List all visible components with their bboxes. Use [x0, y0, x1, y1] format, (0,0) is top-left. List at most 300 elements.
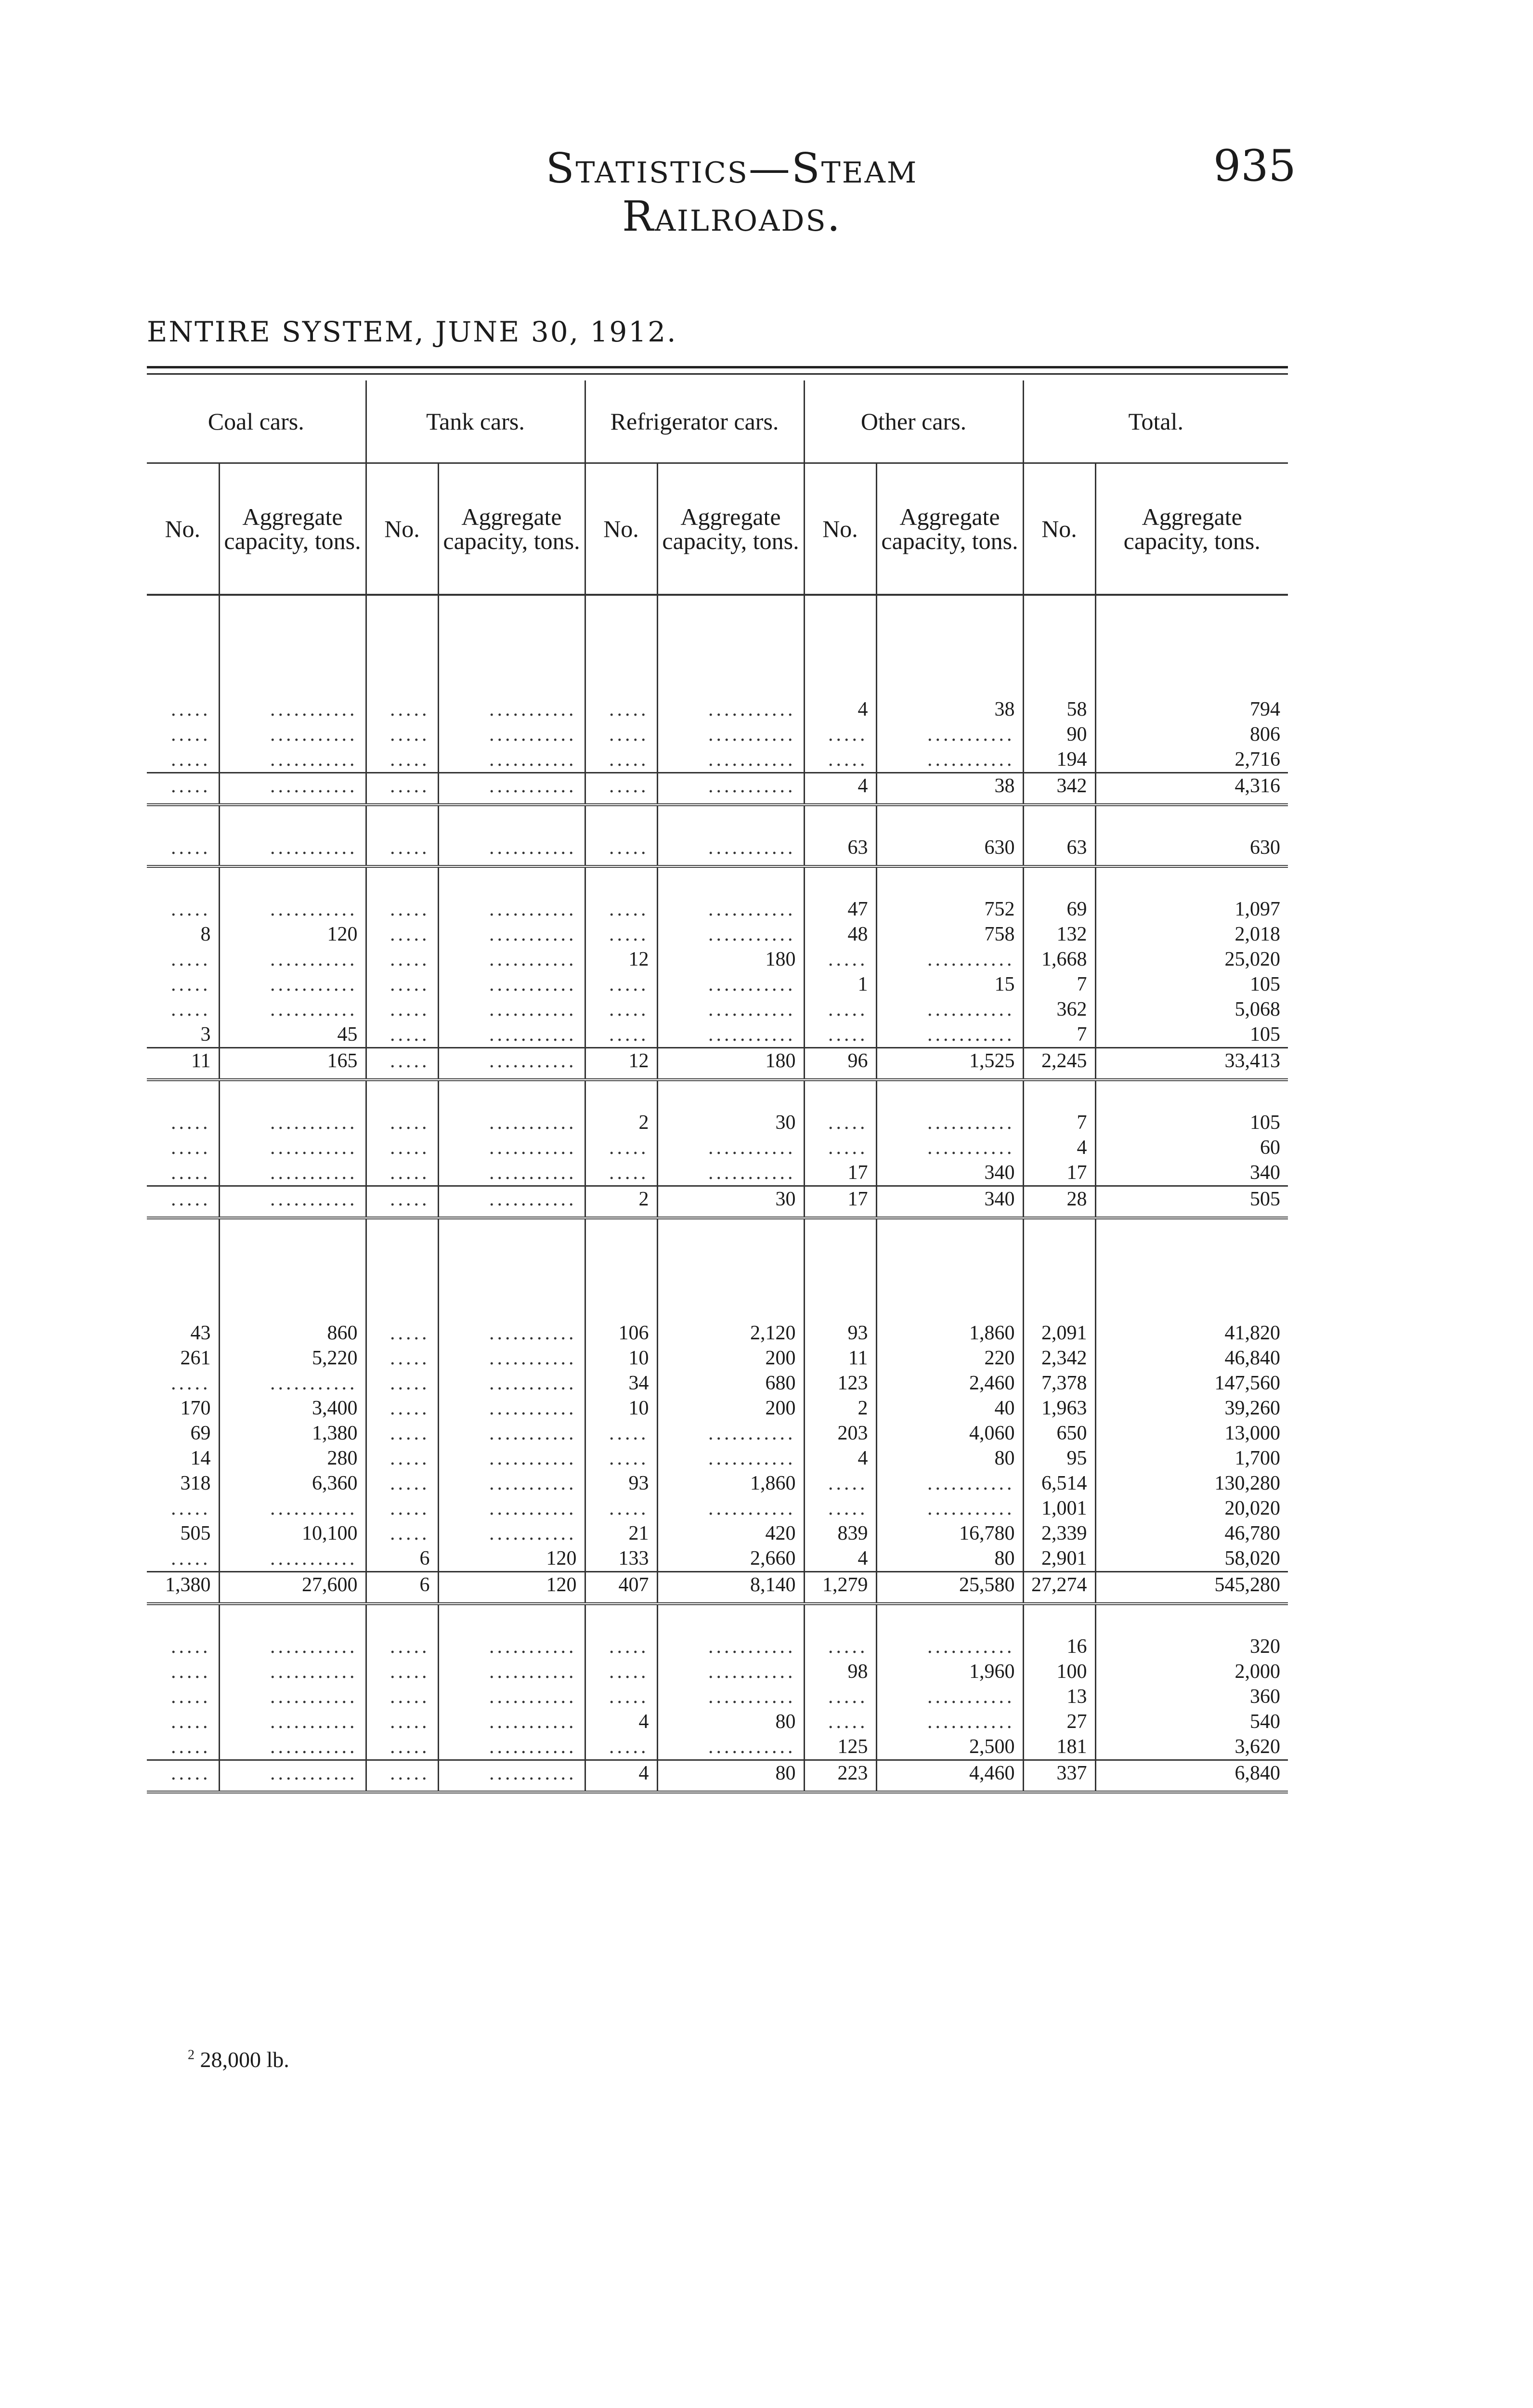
cell-total-capacity: 5,068	[1234, 998, 1280, 1021]
cell-refrigerator-no: .....	[585, 1684, 657, 1709]
cell-total-no: 17	[1023, 1160, 1095, 1186]
cell-tank-no: .....	[366, 922, 438, 947]
table-row	[147, 1346, 1288, 1371]
cell-other-no: .....	[804, 1135, 876, 1160]
cell-tank-capacity: ...........	[438, 997, 585, 1022]
cell-total-no: 2,342	[1023, 1346, 1095, 1371]
cell-coal-capacity: ...........	[219, 1371, 366, 1396]
table-row	[147, 947, 1288, 972]
table-row	[147, 697, 1288, 722]
cell-tank-capacity: ...........	[438, 1471, 585, 1496]
sub-header-row	[147, 463, 1288, 595]
cell-refrigerator-capacity: 200	[657, 1346, 804, 1371]
cell-refrigerator-capacity: 680	[657, 1371, 804, 1396]
cell-coal-capacity: 6,360	[219, 1471, 366, 1496]
cell-other-capacity: 752	[876, 897, 1023, 922]
cell-other-no: .....	[804, 1709, 876, 1734]
statistics-table	[147, 380, 1288, 1793]
cell-total-capacity: 147,560	[1214, 1372, 1280, 1394]
cell-refrigerator-no: .....	[585, 1446, 657, 1471]
cell-total-capacity: 4,316	[1095, 773, 1288, 799]
table-row	[147, 1709, 1288, 1734]
cell-other-capacity: ...........	[876, 1684, 1023, 1709]
cell-total-no: 1,668	[1023, 947, 1095, 972]
cell-coal-capacity: ...........	[219, 697, 366, 722]
table-row	[147, 922, 1288, 947]
cell-coal-no: 14	[147, 1446, 219, 1471]
cell-coal-capacity: ...........	[219, 1546, 366, 1572]
cell-refrigerator-capacity: ...........	[657, 922, 804, 947]
table-total-row	[147, 773, 1288, 799]
cell-total-no: 1,001	[1023, 1496, 1095, 1521]
cell-other-capacity: 38	[876, 697, 1023, 722]
cell-other-no: 96	[804, 1048, 876, 1074]
cell-coal-capacity: 165	[219, 1048, 366, 1074]
sub-header-tank-no: No.	[366, 463, 438, 595]
cell-refrigerator-capacity: 2,120	[657, 1321, 804, 1346]
cell-other-capacity: 1,860	[876, 1321, 1023, 1346]
cell-refrigerator-no: .....	[585, 1160, 657, 1186]
cell-tank-capacity: ...........	[438, 1734, 585, 1760]
table-row	[147, 1371, 1288, 1396]
cell-refrigerator-capacity: ...........	[657, 1684, 804, 1709]
cell-total-capacity: 105	[1250, 1112, 1280, 1134]
cell-coal-no: .....	[147, 1496, 219, 1521]
cell-other-no: 1,279	[804, 1572, 876, 1598]
cell-other-no: 93	[804, 1321, 876, 1346]
cell-refrigerator-capacity: ...........	[657, 1496, 804, 1521]
cell-coal-no: .....	[147, 1110, 219, 1135]
cell-refrigerator-no: .....	[585, 1496, 657, 1521]
cell-total-capacity: 25,020	[1224, 948, 1280, 970]
cell-total-capacity: 340	[1250, 1162, 1280, 1184]
group-header-total: Total.	[1023, 380, 1288, 463]
cell-total-no: 28	[1023, 1186, 1095, 1212]
cell-refrigerator-no: .....	[585, 972, 657, 997]
cell-coal-capacity: ...........	[219, 1684, 366, 1709]
cell-refrigerator-capacity: 2,660	[657, 1546, 804, 1572]
cell-refrigerator-no: .....	[585, 1022, 657, 1048]
cell-refrigerator-capacity: 8,140	[657, 1572, 804, 1598]
cell-total-no: 95	[1023, 1446, 1095, 1471]
cell-tank-no: .....	[366, 997, 438, 1022]
cell-total-no: 63	[1023, 835, 1095, 860]
group-header-other: Other cars.	[804, 380, 1023, 463]
cell-total-capacity: 2,000	[1234, 1661, 1280, 1683]
cell-tank-no: .....	[366, 1186, 438, 1212]
cell-total-capacity: 46,840	[1224, 1347, 1280, 1369]
cell-total-capacity: 360	[1250, 1686, 1280, 1708]
cell-total-capacity: 320	[1250, 1636, 1280, 1658]
section-separator	[147, 1597, 1288, 1604]
cell-coal-capacity: ...........	[219, 947, 366, 972]
sub-header-tank-capacity: Aggregate capacity, tons.	[438, 463, 585, 595]
cell-total-no: 16	[1023, 1634, 1095, 1659]
table-row	[147, 1659, 1288, 1684]
cell-refrigerator-no: 10	[585, 1396, 657, 1421]
sub-header-refrigerator-capacity: Aggregate capacity, tons.	[657, 463, 804, 595]
table-row	[147, 1110, 1288, 1135]
cell-total-no: 362	[1023, 997, 1095, 1022]
cell-refrigerator-capacity: 1,860	[657, 1471, 804, 1496]
cell-total-capacity: 39,260	[1224, 1397, 1280, 1419]
cell-refrigerator-capacity: 30	[657, 1110, 804, 1135]
cell-total-no: 7	[1023, 1022, 1095, 1048]
cell-tank-capacity: ...........	[438, 773, 585, 799]
cell-coal-capacity: 120	[219, 922, 366, 947]
cell-refrigerator-no: 4	[585, 1760, 657, 1786]
cell-coal-no: 8	[147, 922, 219, 947]
cell-tank-capacity: ...........	[438, 1521, 585, 1546]
cell-refrigerator-capacity: ...........	[657, 1022, 804, 1048]
cell-coal-no: 170	[147, 1396, 219, 1421]
cell-other-capacity: ...........	[876, 1471, 1023, 1496]
cell-tank-no: .....	[366, 1659, 438, 1684]
cell-tank-no: .....	[366, 747, 438, 773]
cell-total-capacity: 105	[1250, 1023, 1280, 1046]
table-row	[147, 1396, 1288, 1421]
cell-refrigerator-no: .....	[585, 1135, 657, 1160]
cell-coal-capacity: 10,100	[219, 1521, 366, 1546]
cell-coal-no: 261	[147, 1346, 219, 1371]
cell-total-no: 2,245	[1023, 1048, 1095, 1074]
cell-refrigerator-capacity: ...........	[657, 1734, 804, 1760]
cell-refrigerator-capacity: 420	[657, 1521, 804, 1546]
cell-refrigerator-capacity: ...........	[657, 1135, 804, 1160]
cell-coal-capacity: ...........	[219, 1734, 366, 1760]
cell-tank-capacity: ...........	[438, 1421, 585, 1446]
cell-tank-capacity: 120	[438, 1572, 585, 1598]
cell-refrigerator-no: .....	[585, 722, 657, 747]
cell-refrigerator-capacity: ...........	[657, 1160, 804, 1186]
cell-other-no: 11	[804, 1346, 876, 1371]
cell-tank-no: .....	[366, 1396, 438, 1421]
cell-total-capacity: 2,716	[1234, 748, 1280, 771]
cell-coal-no: .....	[147, 773, 219, 799]
cell-total-no: 90	[1023, 722, 1095, 747]
cell-coal-no: .....	[147, 997, 219, 1022]
cell-total-capacity: 540	[1250, 1711, 1280, 1733]
table-row	[147, 1321, 1288, 1346]
cell-other-no: 2	[804, 1396, 876, 1421]
cell-refrigerator-capacity: 80	[657, 1709, 804, 1734]
cell-other-no: 4	[804, 1546, 876, 1572]
cell-refrigerator-no: 12	[585, 1048, 657, 1074]
cell-total-capacity: 2,018	[1234, 923, 1280, 945]
cell-other-capacity: 80	[876, 1546, 1023, 1572]
cell-refrigerator-capacity: ...........	[657, 747, 804, 773]
table-total-row	[147, 835, 1288, 860]
cell-other-capacity: 2,500	[876, 1734, 1023, 1760]
cell-refrigerator-capacity: ...........	[657, 1659, 804, 1684]
cell-total-no: 100	[1023, 1659, 1095, 1684]
cell-coal-capacity: 280	[219, 1446, 366, 1471]
cell-other-capacity: ...........	[876, 747, 1023, 773]
cell-tank-no: .....	[366, 1371, 438, 1396]
statistics-table-wrap	[147, 380, 1288, 1793]
cell-coal-no: .....	[147, 1709, 219, 1734]
cell-other-capacity: 16,780	[876, 1521, 1023, 1546]
cell-refrigerator-capacity: ...........	[657, 1634, 804, 1659]
cell-total-no: 181	[1023, 1734, 1095, 1760]
cell-refrigerator-no: 93	[585, 1471, 657, 1496]
cell-total-no: 4	[1023, 1135, 1095, 1160]
page-header	[0, 141, 1533, 241]
cell-refrigerator-no: 34	[585, 1371, 657, 1396]
cell-tank-no: .....	[366, 1709, 438, 1734]
cell-other-no: .....	[804, 1684, 876, 1709]
cell-tank-no: .....	[366, 1684, 438, 1709]
cell-total-no: 7	[1023, 972, 1095, 997]
cell-coal-capacity: ...........	[219, 1760, 366, 1786]
cell-total-capacity: 6,840	[1095, 1760, 1288, 1786]
table-row	[147, 747, 1288, 773]
cell-other-capacity: 80	[876, 1446, 1023, 1471]
cell-other-no: .....	[804, 997, 876, 1022]
cell-coal-no: .....	[147, 1734, 219, 1760]
cell-tank-capacity: ...........	[438, 1496, 585, 1521]
table-row	[147, 1160, 1288, 1186]
cell-total-capacity: 60	[1260, 1137, 1280, 1159]
cell-total-no: 7,378	[1023, 1371, 1095, 1396]
cell-total-no: 69	[1023, 897, 1095, 922]
cell-other-no: .....	[804, 1110, 876, 1135]
cell-other-capacity: ...........	[876, 1496, 1023, 1521]
cell-refrigerator-no: 10	[585, 1346, 657, 1371]
table-row	[147, 997, 1288, 1022]
cell-coal-capacity: 45	[219, 1022, 366, 1048]
cell-total-capacity: 794	[1250, 698, 1280, 720]
table-row	[147, 897, 1288, 922]
cell-coal-no: .....	[147, 1186, 219, 1212]
footnote	[188, 2047, 289, 2072]
table-row	[147, 1521, 1288, 1546]
cell-tank-no: .....	[366, 972, 438, 997]
cell-coal-no: .....	[147, 1760, 219, 1786]
cell-tank-no: .....	[366, 1160, 438, 1186]
cell-other-no: 125	[804, 1734, 876, 1760]
cell-coal-no: 43	[147, 1321, 219, 1346]
cell-coal-no: .....	[147, 697, 219, 722]
cell-refrigerator-no: .....	[585, 1421, 657, 1446]
cell-coal-no: .....	[147, 722, 219, 747]
cell-other-capacity: 220	[876, 1346, 1023, 1371]
cell-other-capacity: ...........	[876, 997, 1023, 1022]
table-row	[147, 1684, 1288, 1709]
cell-total-capacity: 545,280	[1095, 1572, 1288, 1598]
cell-coal-capacity: ...........	[219, 1709, 366, 1734]
table-row	[147, 1421, 1288, 1446]
cell-tank-no: .....	[366, 835, 438, 860]
cell-total-no: 27	[1023, 1709, 1095, 1734]
cell-tank-capacity: ...........	[438, 972, 585, 997]
cell-total-capacity: 105	[1250, 973, 1280, 995]
table-row	[147, 1634, 1288, 1659]
cell-refrigerator-no: 2	[585, 1186, 657, 1212]
cell-tank-no: .....	[366, 1521, 438, 1546]
cell-other-no: .....	[804, 747, 876, 773]
cell-other-no: 223	[804, 1760, 876, 1786]
cell-tank-no: .....	[366, 1760, 438, 1786]
cell-other-capacity: ...........	[876, 1709, 1023, 1734]
cell-total-no: 6,514	[1023, 1471, 1095, 1496]
cell-total-no: 2,339	[1023, 1521, 1095, 1546]
table-total-row	[147, 1186, 1288, 1212]
cell-total-no: 132	[1023, 922, 1095, 947]
cell-total-capacity: 806	[1250, 723, 1280, 746]
section-separator	[147, 1212, 1288, 1218]
cell-coal-capacity: 27,600	[219, 1572, 366, 1598]
cell-coal-capacity: 1,380	[219, 1421, 366, 1446]
cell-other-capacity: ...........	[876, 1135, 1023, 1160]
cell-coal-capacity: ...........	[219, 1186, 366, 1212]
cell-other-capacity: ...........	[876, 1022, 1023, 1048]
cell-other-no: .....	[804, 1496, 876, 1521]
cell-refrigerator-capacity: ...........	[657, 722, 804, 747]
cell-total-capacity: 1,097	[1234, 898, 1280, 920]
sub-header-other-no: No.	[804, 463, 876, 595]
footnote-marker: 2	[188, 2047, 195, 2063]
cell-tank-capacity: ...........	[438, 835, 585, 860]
cell-coal-no: .....	[147, 1135, 219, 1160]
spacer-row	[147, 805, 1288, 835]
cell-refrigerator-no: .....	[585, 1659, 657, 1684]
page-number: 935	[1213, 141, 1296, 191]
cell-tank-capacity: ...........	[438, 1709, 585, 1734]
spacer-row	[147, 595, 1288, 697]
cell-tank-capacity: ...........	[438, 1048, 585, 1074]
sub-header-other-capacity: Aggregate capacity, tons.	[876, 463, 1023, 595]
table-total-row	[147, 1760, 1288, 1786]
cell-refrigerator-no: 2	[585, 1110, 657, 1135]
section-separator	[147, 1786, 1288, 1792]
cell-refrigerator-capacity: ...........	[657, 897, 804, 922]
cell-refrigerator-capacity: ...........	[657, 835, 804, 860]
cell-other-capacity: 758	[876, 922, 1023, 947]
cell-other-no: 17	[804, 1160, 876, 1186]
cell-total-no: 650	[1023, 1421, 1095, 1446]
cell-tank-capacity: ...........	[438, 1760, 585, 1786]
cell-total-no: 27,274	[1023, 1572, 1095, 1598]
cell-other-capacity: 2,460	[876, 1371, 1023, 1396]
cell-tank-capacity: ...........	[438, 1110, 585, 1135]
cell-tank-no: .....	[366, 1022, 438, 1048]
table-total-row	[147, 1048, 1288, 1074]
cell-coal-no: .....	[147, 747, 219, 773]
cell-other-no: 4	[804, 697, 876, 722]
cell-tank-capacity: ...........	[438, 1396, 585, 1421]
sub-header-total-capacity: Aggregate capacity, tons.	[1095, 463, 1288, 595]
sub-header-total-no: No.	[1023, 463, 1095, 595]
cell-tank-capacity: ...........	[438, 897, 585, 922]
cell-refrigerator-capacity: ...........	[657, 997, 804, 1022]
cell-other-no: 839	[804, 1521, 876, 1546]
table-title: ENTIRE SYSTEM, JUNE 30, 1912.	[147, 315, 677, 348]
cell-refrigerator-capacity: ...........	[657, 1421, 804, 1446]
cell-coal-no: 3	[147, 1022, 219, 1048]
spacer-row	[147, 866, 1288, 897]
cell-other-no: 17	[804, 1186, 876, 1212]
cell-refrigerator-no: 133	[585, 1546, 657, 1572]
cell-tank-no: .....	[366, 1734, 438, 1760]
cell-tank-no: .....	[366, 897, 438, 922]
cell-total-no: 7	[1023, 1110, 1095, 1135]
cell-tank-capacity: ...........	[438, 1371, 585, 1396]
cell-other-capacity: 1,525	[876, 1048, 1023, 1074]
cell-other-capacity: 4,460	[876, 1760, 1023, 1786]
cell-tank-capacity: ...........	[438, 1321, 585, 1346]
cell-refrigerator-no: .....	[585, 835, 657, 860]
cell-tank-capacity: ...........	[438, 697, 585, 722]
cell-coal-no: .....	[147, 1659, 219, 1684]
spacer-row	[147, 1218, 1288, 1321]
cell-tank-no: .....	[366, 1110, 438, 1135]
cell-refrigerator-capacity: 30	[657, 1186, 804, 1212]
cell-other-no: .....	[804, 1022, 876, 1048]
cell-total-capacity: 33,413	[1095, 1048, 1288, 1074]
cell-tank-capacity: ...........	[438, 1135, 585, 1160]
group-header-row	[147, 380, 1288, 463]
cell-other-no: .....	[804, 722, 876, 747]
cell-refrigerator-no: 21	[585, 1521, 657, 1546]
table-row	[147, 1496, 1288, 1521]
cell-tank-no: .....	[366, 947, 438, 972]
cell-coal-capacity: ...........	[219, 747, 366, 773]
cell-coal-capacity: ...........	[219, 773, 366, 799]
group-header-tank: Tank cars.	[366, 380, 585, 463]
cell-refrigerator-capacity: 80	[657, 1760, 804, 1786]
cell-coal-capacity: ...........	[219, 972, 366, 997]
statistics-table-body	[147, 595, 1288, 1792]
cell-tank-no: .....	[366, 697, 438, 722]
cell-tank-capacity: ...........	[438, 747, 585, 773]
cell-coal-no: .....	[147, 1160, 219, 1186]
cell-tank-capacity: ...........	[438, 1160, 585, 1186]
section-separator	[147, 798, 1288, 805]
group-header-refrigerator: Refrigerator cars.	[585, 380, 804, 463]
cell-coal-no: .....	[147, 1684, 219, 1709]
cell-tank-capacity: ...........	[438, 1022, 585, 1048]
sub-header-refrigerator-no: No.	[585, 463, 657, 595]
cell-other-no: 47	[804, 897, 876, 922]
cell-coal-capacity: 5,220	[219, 1346, 366, 1371]
cell-refrigerator-no: 12	[585, 947, 657, 972]
cell-total-capacity: 630	[1250, 837, 1280, 859]
cell-other-no: .....	[804, 1471, 876, 1496]
spacer-row	[147, 1604, 1288, 1634]
table-row	[147, 1471, 1288, 1496]
cell-total-capacity: 3,620	[1234, 1736, 1280, 1758]
cell-total-capacity: 41,820	[1224, 1322, 1280, 1344]
table-row	[147, 1135, 1288, 1160]
cell-coal-capacity: 3,400	[219, 1396, 366, 1421]
cell-tank-no: .....	[366, 1446, 438, 1471]
spacer-row	[147, 1080, 1288, 1110]
top-rule	[147, 366, 1288, 368]
cell-tank-no: .....	[366, 1321, 438, 1346]
cell-coal-capacity: ...........	[219, 1634, 366, 1659]
cell-refrigerator-no: .....	[585, 997, 657, 1022]
section-separator	[147, 1073, 1288, 1080]
cell-tank-capacity: ...........	[438, 722, 585, 747]
cell-other-no: 48	[804, 922, 876, 947]
cell-other-capacity: 4,060	[876, 1421, 1023, 1446]
cell-other-capacity: 1,960	[876, 1659, 1023, 1684]
cell-coal-capacity: ...........	[219, 1160, 366, 1186]
cell-other-capacity: 340	[876, 1160, 1023, 1186]
cell-other-capacity: 40	[876, 1396, 1023, 1421]
cell-coal-no: .....	[147, 1371, 219, 1396]
